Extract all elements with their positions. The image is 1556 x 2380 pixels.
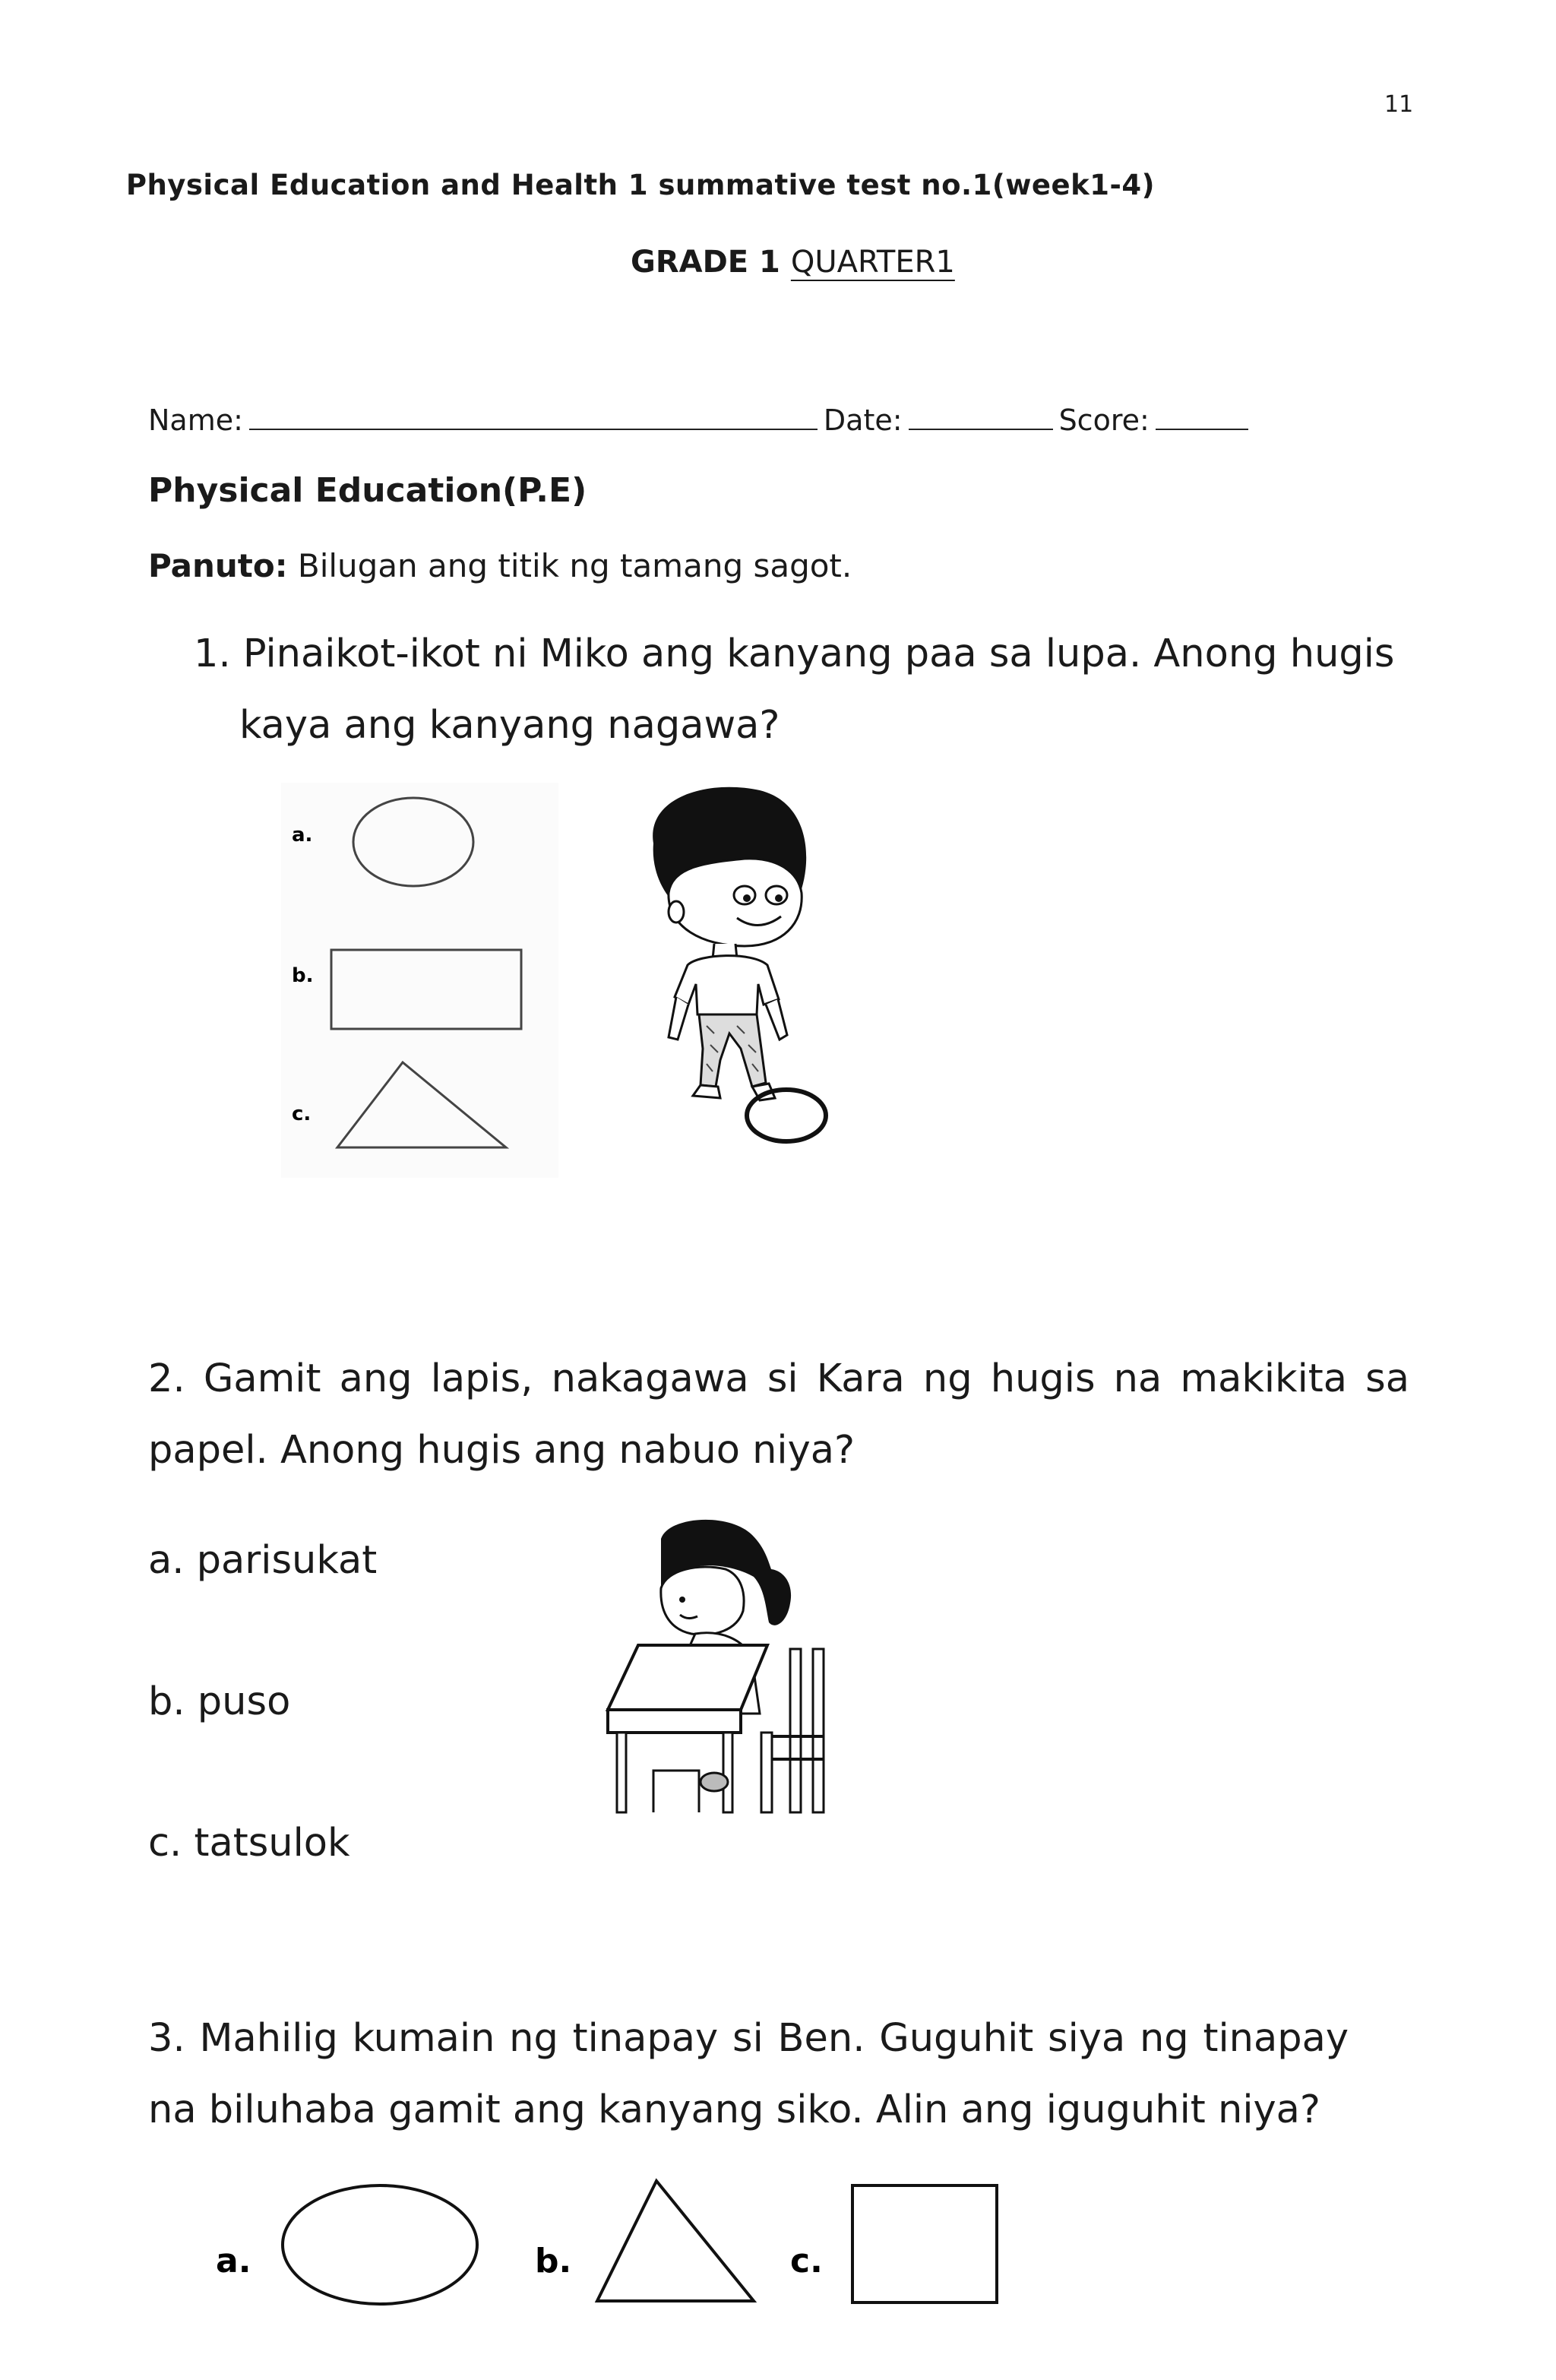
instructions-label: Panuto: [148,547,288,584]
q1-option-b-label: b. [292,964,314,987]
date-label: Date: [823,404,903,437]
grade-quarter-line [631,245,955,280]
quarter-label: QUARTER1 [790,245,955,280]
question-3-text: 3. Mahilig kumain ng tinapay si Ben. Guguhit siya ng tinapay na biluhaba gamit ang kanyang siko. Alin ang iguguhit niya? [148,2016,1349,2132]
q2-option-c[interactable]: c. tatsulok [148,1821,350,1866]
section-title: Physical Education(P.E) [148,471,587,510]
question-1-line-2: kaya ang kanyang nagawa? [239,703,780,748]
student-info-row [148,401,1254,437]
name-label: Name: [148,404,243,437]
question-1-line-1: 1. Pinaikot-ikot ni Miko ang kanyang paa sa lupa. Anong hugis [194,631,1395,676]
q3-option-a-label: a. [216,2242,251,2280]
q3-triangle-shape[interactable] [597,2181,754,2301]
date-blank[interactable] [909,401,1053,430]
q3-option-b-label: b. [535,2242,572,2280]
q3-oval-shape[interactable] [283,2185,477,2304]
shape-panel-background [281,783,558,1178]
grade-label: GRADE 1 [631,245,780,280]
q2-option-b[interactable]: b. puso [148,1679,291,1724]
q1-option-c-label: c. [292,1103,312,1125]
question-1-shape-options [274,783,562,1178]
name-blank[interactable] [249,401,818,430]
page-number: 11 [1384,91,1414,118]
boy-drawing-circle-illustration [631,783,851,1147]
instructions [148,547,852,584]
q2-option-a[interactable]: a. parisukat [148,1538,378,1583]
q3-option-c-label: c. [790,2242,823,2280]
question-3-shape-options [213,2173,1018,2325]
question-2-text: 2. Gamit ang lapis, nakagawa si Kara ng hugis na makikita sa papel. Anong hugis ang nabuo niya? [148,1356,1409,1473]
q3-square-shape[interactable] [852,2185,997,2302]
girl-drawing-at-desk-illustration [585,1516,843,1812]
score-blank[interactable] [1156,401,1248,430]
instructions-text: Bilugan ang titik ng tamang sagot. [297,547,852,584]
test-title: Physical Education and Health 1 summative test no.1(week1-4) [125,169,1155,201]
score-label: Score: [1058,404,1150,437]
q1-option-a-label: a. [292,824,313,847]
